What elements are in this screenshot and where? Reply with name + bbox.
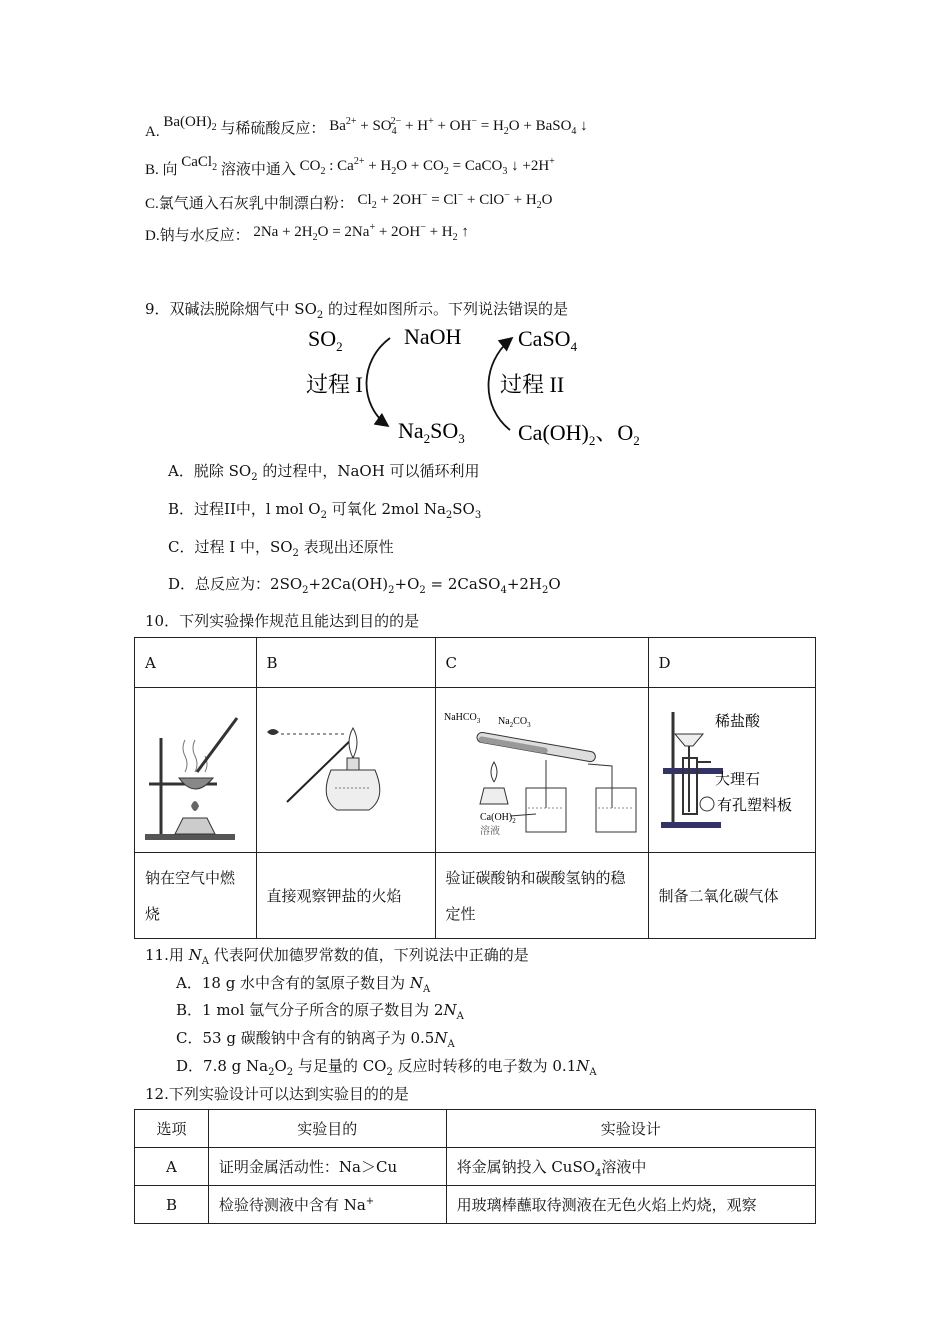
q12-row-a-option: A: [135, 1148, 209, 1186]
q9-option-b: B．过程II中，l mol $O_2$ 可氧化 2mol $Na_2SO_3$: [168, 500, 482, 521]
q8-option-a: A. $Ba(OH)_2$ 与稀硫酸反应： $Ba^{2+} + SO_4^{2-} + H^+ + OH^- = H_2O$ + BaSO$_4$ ↓: [145, 114, 588, 140]
q12-row-a-design: 将金属钠投入 CuSO$_4$溶液中: [446, 1148, 815, 1186]
q12-row-a-purpose: 证明金属活动性：Na＞Cu: [208, 1148, 446, 1186]
arrow-process-1: [367, 338, 391, 426]
q10-stem: 10．下列实验操作规范且能达到目的的是: [145, 612, 420, 630]
label-plastic-plate: 有孔塑料板: [716, 798, 792, 814]
q12-stem: 12.下列实验设计可以达到实验目的的是: [145, 1085, 409, 1103]
q10-header-d: D: [648, 638, 816, 688]
q10-image-a: [135, 688, 257, 853]
q9-option-c: C．过程 I 中，$SO_2$ 表现出还原性: [168, 538, 394, 559]
label-solution: 溶液: [479, 826, 500, 837]
co2-generator-apparatus-icon: [649, 688, 815, 848]
table-row: [135, 1186, 816, 1224]
q12-header-option: 选项: [135, 1110, 209, 1148]
q12-row-b-option: B: [135, 1186, 209, 1224]
q12-header-design: 实验设计: [446, 1110, 815, 1148]
label-na2co3: $Na_2CO_3$: [497, 716, 531, 729]
q10-image-d: [648, 688, 816, 853]
q12-header-purpose: 实验目的: [208, 1110, 446, 1148]
q12-row-b-design: 用玻璃棒蘸取待测液在无色火焰上灼烧，观察: [446, 1186, 815, 1224]
q10-table: [134, 637, 816, 939]
q11-option-d: D．7.8 g $Na_2O_2$ 与足量的 $CO_2$ 反应时转移的电子数为 $0.1N_A$: [176, 1057, 597, 1078]
q11-option-b: B．1 mol 氩气分子所含的原子数目为 $2N_A$: [176, 1001, 464, 1022]
q8-option-b: B. 向 CaCl$_2$ 溶液中通入 $CO_2$ : $Ca^{2+} + H_2O + CO_2$ = CaCO$_3$ ↓ +2H+: [145, 154, 555, 178]
q9-option-a: A．脱除 $SO_2$ 的过程中，NaOH 可以循环利用: [168, 462, 480, 483]
q10-caption-a: 钠在空气中燃烧: [135, 853, 257, 939]
diagram-caso4: CaSO$_4$: [518, 326, 578, 354]
diagram-process-2: 过程 II: [500, 372, 565, 397]
q10-header-b: B: [256, 638, 435, 688]
q8-option-c: C.氯气通入石灰乳中制漂白粉： $Cl_2 + 2OH^- = Cl^- + ClO^- + H_2O$: [145, 190, 553, 212]
label-caoh2: $Ca(OH)_2$: [479, 812, 516, 825]
q12-row-b-purpose: 检验待测液中含有 Na+: [208, 1186, 446, 1224]
diagram-naoh: NaOH: [404, 324, 462, 349]
diagram-process-1: 过程 I: [306, 372, 363, 397]
q12-table: [134, 1109, 816, 1224]
flame-observation-icon: [257, 688, 435, 848]
q10-image-b: [256, 688, 435, 853]
q9-option-d: D．总反应为：$2SO_2+2Ca(OH)_2+O_2$ = $2CaSO_4+2H_2O$: [168, 575, 561, 596]
label-dilute-hcl: 稀盐酸: [714, 714, 760, 730]
q10-header-c: C: [435, 638, 648, 688]
q9-cycle-diagram: [300, 322, 660, 450]
carbonate-stability-apparatus-icon: [436, 688, 648, 848]
table-row: [135, 1148, 816, 1186]
q8-option-d: D.钠与水反应： $2Na + 2H_2O = 2Na^+ + 2OH^- + H_2$ ↑: [145, 222, 469, 244]
sodium-burning-apparatus-icon: [135, 688, 255, 848]
diagram-so2: $SO_2$: [308, 326, 343, 354]
q9-stem: 9．双碱法脱除烟气中 $SO_2$ 的过程如图所示。下列说法错误的是: [145, 300, 569, 321]
q10-image-c: [435, 688, 648, 853]
label-nahco3: NaHCO$_3$: [443, 712, 480, 725]
diagram-caoh2-o2: $Ca(OH)_2$、$O_2$: [518, 420, 640, 448]
q10-caption-c: 验证碳酸钠和碳酸氢钠的稳定性: [435, 853, 648, 939]
q11-option-a: A．18 g 水中含有的氢原子数目为 $N_A$: [176, 974, 431, 995]
q11-option-c: C．53 g 碳酸钠中含有的钠离子为 $0.5N_A$: [176, 1029, 455, 1050]
label-marble: 大理石: [714, 772, 760, 788]
q10-caption-b: 直接观察钾盐的火焰: [256, 853, 435, 939]
diagram-na2so3: $Na_2SO_3$: [398, 418, 465, 446]
q10-caption-d: 制备二氧化碳气体: [648, 853, 816, 939]
q11-stem: 11.用 $N_A$ 代表阿伏加德罗常数的值，下列说法中正确的是: [145, 946, 529, 967]
q10-header-a: A: [135, 638, 257, 688]
